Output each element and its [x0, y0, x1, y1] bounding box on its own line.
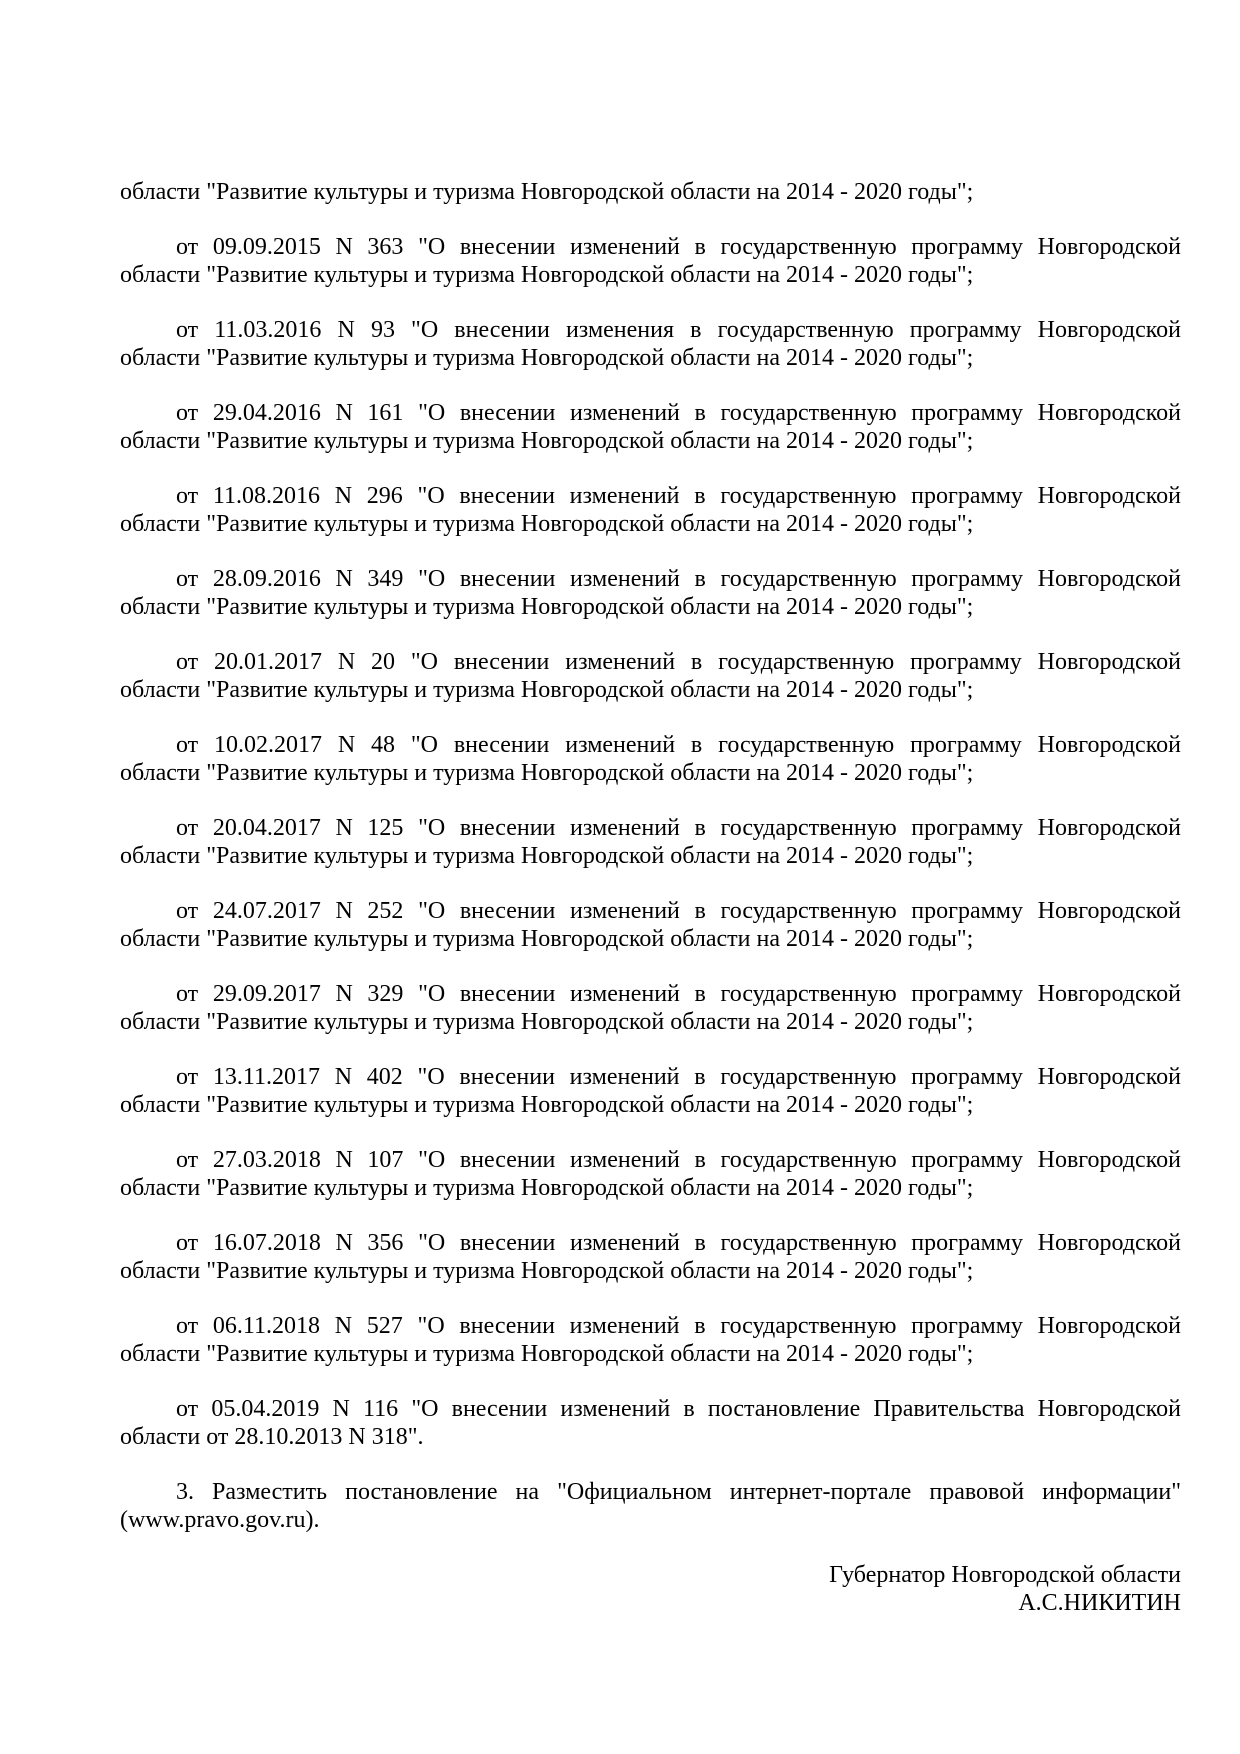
amendment-paragraph [120, 980, 1181, 1036]
intro-line: области "Развитие культуры и туризма Новгородской области на 2014 - 2020 годы"; [120, 179, 974, 205]
amendment-paragraph [120, 565, 1181, 621]
clause-3-line-2: (www.pravo.gov.ru). [120, 1507, 320, 1533]
amendment-line-2: области "Развитие культуры и туризма Новгородской области на 2014 - 2020 годы"; [120, 511, 974, 537]
amendment-paragraph [120, 316, 1181, 372]
amendment-line-1: от 11.03.2016 N 93 "О внесении изменения в государственную программу Новгородской [176, 317, 1181, 343]
intro-paragraph [120, 178, 1181, 206]
amendment-line-2: области "Развитие культуры и туризма Новгородской области на 2014 - 2020 годы"; [120, 428, 974, 454]
amendment-paragraph [120, 233, 1181, 289]
amendment-paragraph [120, 1229, 1181, 1285]
amendment-line-2: области "Развитие культуры и туризма Новгородской области на 2014 - 2020 годы"; [120, 1092, 974, 1118]
amendment-line-2: области "Развитие культуры и туризма Новгородской области на 2014 - 2020 годы"; [120, 1258, 974, 1284]
amendment-line-2: области от 28.10.2013 N 318". [120, 1424, 424, 1450]
amendment-line-2: области "Развитие культуры и туризма Новгородской области на 2014 - 2020 годы"; [120, 1009, 974, 1035]
amendment-paragraph [120, 1312, 1181, 1368]
amendment-paragraph [120, 814, 1181, 870]
amendment-paragraph [120, 1146, 1181, 1202]
amendment-line-2: области "Развитие культуры и туризма Новгородской области на 2014 - 2020 годы"; [120, 345, 974, 371]
amendment-line-2: области "Развитие культуры и туризма Новгородской области на 2014 - 2020 годы"; [120, 262, 974, 288]
amendment-line-1: от 13.11.2017 N 402 "О внесении изменений в государственную программу Новгородской [176, 1064, 1181, 1090]
amendment-paragraph [120, 1063, 1181, 1119]
signature-position: Губернатор Новгородской области [829, 1562, 1181, 1588]
amendments-list [120, 233, 1181, 1451]
amendment-line-2: области "Развитие культуры и туризма Новгородской области на 2014 - 2020 годы"; [120, 760, 974, 786]
amendment-line-2: области "Развитие культуры и туризма Новгородской области на 2014 - 2020 годы"; [120, 677, 974, 703]
amendment-paragraph [120, 399, 1181, 455]
amendment-line-2: области "Развитие культуры и туризма Новгородской области на 2014 - 2020 годы"; [120, 594, 974, 620]
amendment-line-2: области "Развитие культуры и туризма Новгородской области на 2014 - 2020 годы"; [120, 843, 974, 869]
amendment-line-1: от 16.07.2018 N 356 "О внесении изменений в государственную программу Новгородской [176, 1230, 1181, 1256]
signature-name: А.С.НИКИТИН [1018, 1590, 1181, 1616]
amendment-line-1: от 06.11.2018 N 527 "О внесении изменений в государственную программу Новгородской [176, 1313, 1181, 1339]
signature-block [120, 1561, 1181, 1617]
amendment-paragraph [120, 648, 1181, 704]
clause-3-paragraph [120, 1478, 1181, 1534]
amendment-line-2: области "Развитие культуры и туризма Новгородской области на 2014 - 2020 годы"; [120, 1341, 974, 1367]
amendment-line-1: от 29.04.2016 N 161 "О внесении изменений в государственную программу Новгородской [176, 400, 1181, 426]
amendment-paragraph [120, 731, 1181, 787]
amendment-line-1: от 05.04.2019 N 116 "О внесении изменений в постановление Правительства Новгородской [176, 1396, 1181, 1422]
amendment-line-1: от 20.04.2017 N 125 "О внесении изменений в государственную программу Новгородской [176, 815, 1181, 841]
amendment-line-1: от 27.03.2018 N 107 "О внесении изменений в государственную программу Новгородской [176, 1147, 1181, 1173]
clause-3-line-1: 3. Разместить постановление на "Официальном интернет-портале правовой информации" [176, 1479, 1181, 1505]
amendment-paragraph [120, 1395, 1181, 1451]
amendment-paragraph [120, 897, 1181, 953]
amendment-line-1: от 29.09.2017 N 329 "О внесении изменений в государственную программу Новгородской [176, 981, 1181, 1007]
amendment-line-2: области "Развитие культуры и туризма Новгородской области на 2014 - 2020 годы"; [120, 926, 974, 952]
amendment-line-1: от 28.09.2016 N 349 "О внесении изменений в государственную программу Новгородской [176, 566, 1181, 592]
document-page [120, 178, 1181, 1617]
amendment-line-1: от 09.09.2015 N 363 "О внесении изменений в государственную программу Новгородской [176, 234, 1181, 260]
amendment-line-1: от 11.08.2016 N 296 "О внесении изменений в государственную программу Новгородской [176, 483, 1181, 509]
amendment-line-1: от 10.02.2017 N 48 "О внесении изменений в государственную программу Новгородской [176, 732, 1181, 758]
amendment-line-1: от 24.07.2017 N 252 "О внесении изменений в государственную программу Новгородской [176, 898, 1181, 924]
amendment-paragraph [120, 482, 1181, 538]
amendment-line-2: области "Развитие культуры и туризма Новгородской области на 2014 - 2020 годы"; [120, 1175, 974, 1201]
amendment-line-1: от 20.01.2017 N 20 "О внесении изменений в государственную программу Новгородской [176, 649, 1181, 675]
